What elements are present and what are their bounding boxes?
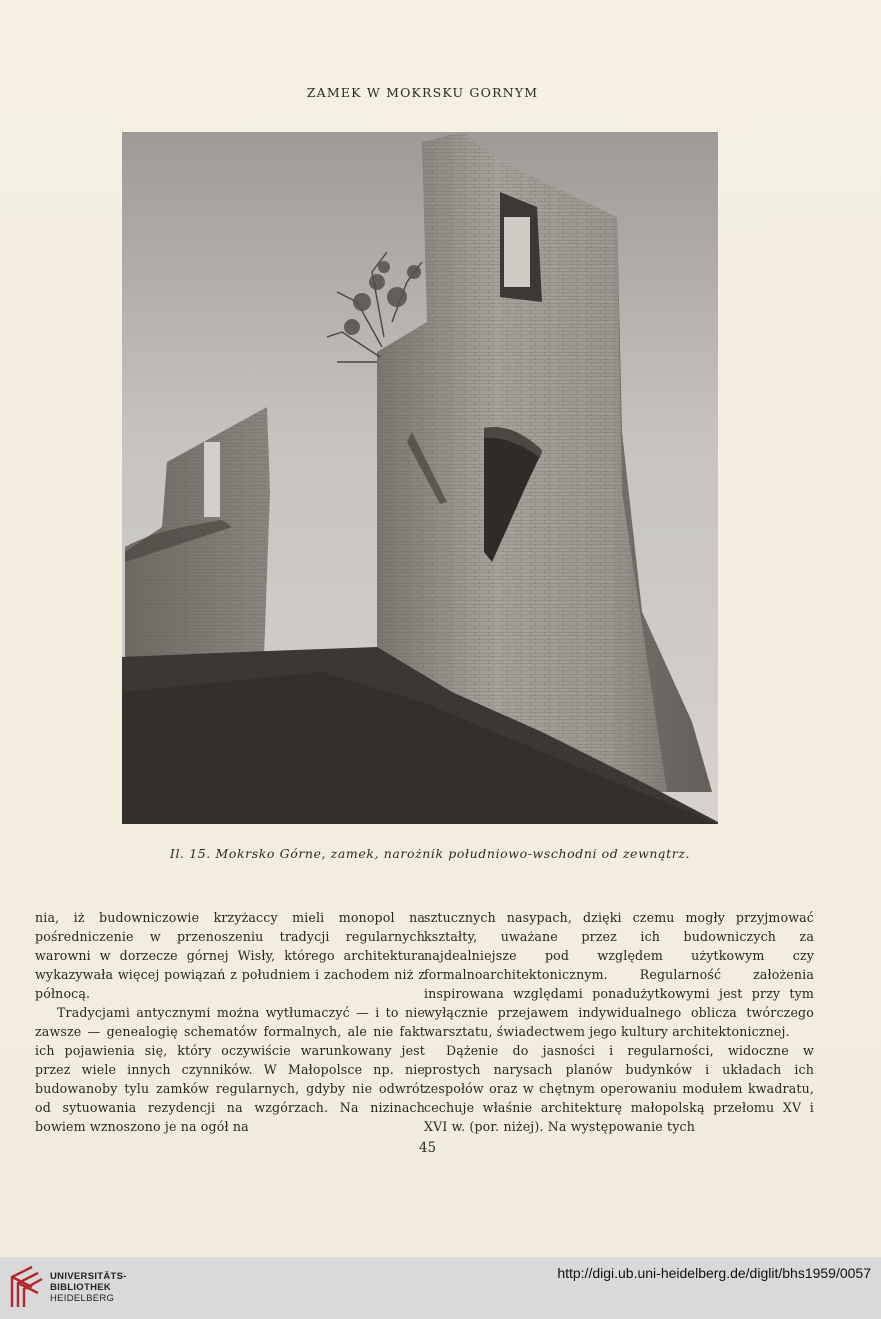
paragraph: Tradycjami antycznymi można wytłumaczyć — i to nie zawsze — genealogię schematów formalnych, ale nie fakt ich pojawienia się, który oczywiście warunkowany jest przez wiele innych czynników. W Małopolsce np. nie budowanoby tylu zamków regularnych, gdyby nie odwrót od sytuowania rezydencji na wzgórzach. Na nizinach bowiem wznoszono je na ogół na bbox=[35, 1005, 425, 1134]
castle-ruin-image bbox=[122, 132, 718, 824]
text-column-left bbox=[35, 908, 425, 1136]
library-logo-icon[interactable] bbox=[10, 1265, 44, 1309]
castle-ruin-photograph bbox=[122, 132, 718, 824]
library-name[interactable] bbox=[50, 1271, 127, 1304]
permalink-url[interactable]: http://digi.ub.uni-heidelberg.de/diglit/bhs1959/0057 bbox=[557, 1265, 871, 1281]
page-number: 45 bbox=[418, 1140, 437, 1156]
paragraph: Dążenie do jasności i regularności, widoczne w prostych narysach planów budynków i układach ich zespołów oraz w chętnym operowaniu modułem kwadratu, cechuje właśnie architekturę małopolską przełomu XV i XVI w. (por. niżej). Na występowanie tych bbox=[424, 1043, 814, 1134]
text-column-right bbox=[424, 908, 814, 1136]
paragraph: sztucznych nasypach, dzięki czemu mogły przyjmować kształty, uważane przez ich budowniczych za najdealniejsze pod względem użytkowym czy formalnoarchitektonicznym. Regularność założenia inspirowana względami ponadużytkowymi jest przy tym wyłącznie przejawem indywidualnego oblicza twórczego warsztatu, świadectwem jego kultury architektonicznej. bbox=[424, 910, 814, 1039]
figure-caption: Il. 15. Mokrsko Górne, zamek, narożnik południowo-wschodni od zewnątrz. bbox=[169, 846, 691, 861]
paragraph: nia, iż budowniczowie krzyżaccy mieli monopol na pośredniczenie w przenoszeniu tradycji regularnych warowni w dorzecze górnej Wisły, którego architektura wykazywała więcej powiązań z południem i zachodem niż z północą. bbox=[35, 910, 425, 1001]
viewer-footer-bar bbox=[0, 1257, 881, 1319]
library-name-line: UNIVERSITÄTS- bbox=[50, 1271, 127, 1282]
library-name-line: HEIDELBERG bbox=[50, 1293, 115, 1304]
running-head: ZAMEK W MOKRSKU GORNYM bbox=[306, 85, 539, 100]
library-name-line: BIBLIOTHEK bbox=[50, 1282, 112, 1293]
